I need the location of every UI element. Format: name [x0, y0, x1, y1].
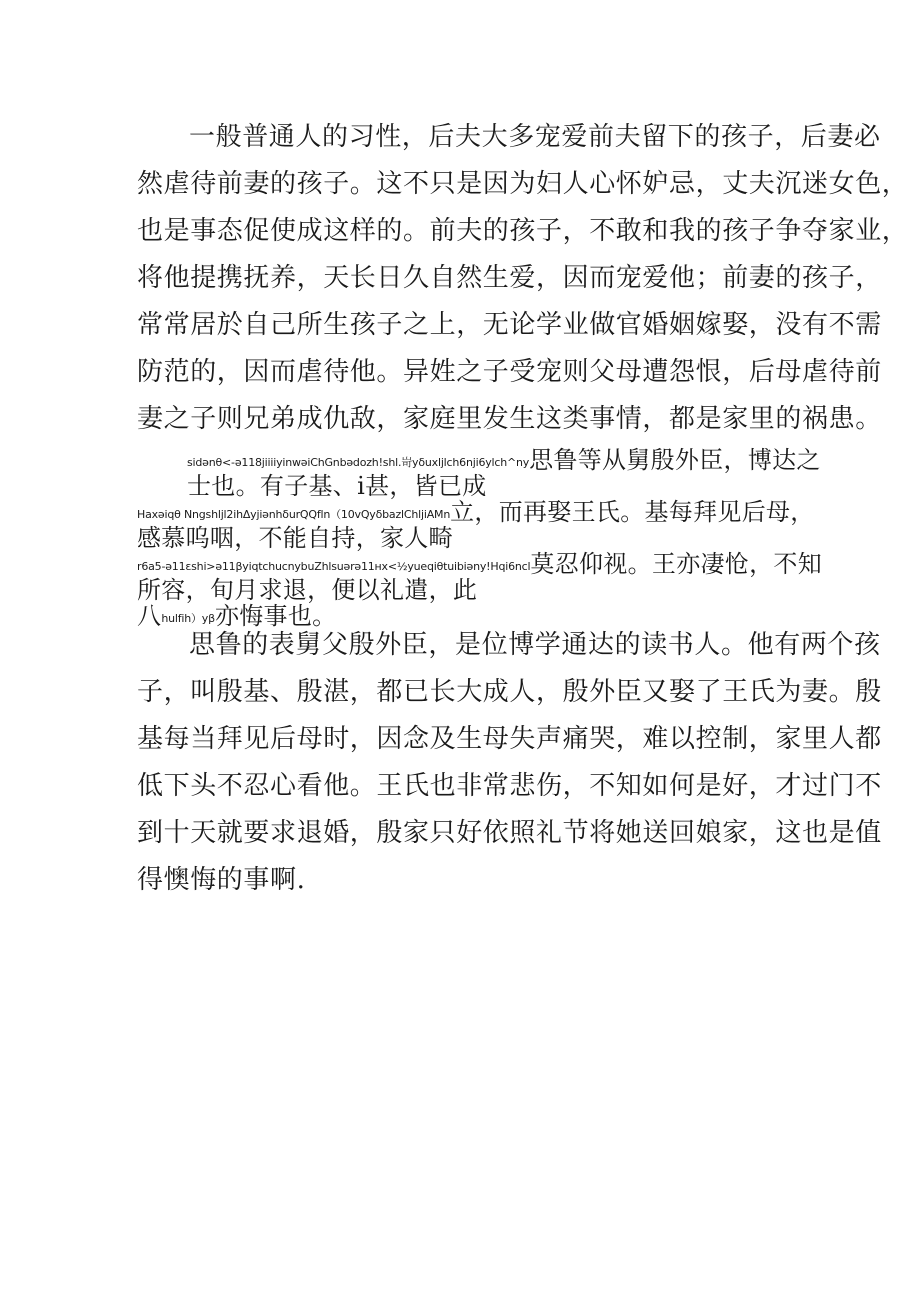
pinyin-garble: r6a5-ǝ11εshi>ǝ11βyiqtchucnybuZhlsuǝrǝ11нх<½yueqiθtuibiǝny!Hqi6ncl	[137, 560, 531, 573]
quote-text: 士也。有子基、i甚，皆已成	[187, 472, 487, 500]
text-line: 防范的，因而虐待他。异姓之子受宠则父母遭怨恨，后母虐待前	[137, 357, 882, 387]
text-line: 低下头不忍心看他。王氏也非常悲伤，不知如何是好，才过门不	[137, 771, 882, 801]
quote-text: 立，而再娶王氏。基每拜见后母，	[450, 498, 815, 526]
text-line: 基每当拜见后母时，因念及生母失声痛哭，难以控制，家里人都	[137, 724, 882, 754]
quote-text: 亦悔事也。	[214, 602, 337, 630]
text-line: 一般普通人的习性，后夫大多宠爱前夫留下的孩子，后妻必	[189, 122, 881, 152]
translation-paragraph-2	[137, 622, 882, 904]
text-line: 也是事态促使成这样的。前夫的孩子，不敢和我的孩子争夺家业，	[137, 216, 909, 246]
text-line: 常常居於自己所生孩子之上，无论学业做官婚姻嫁娶，没有不需	[137, 310, 882, 340]
text-line: 将他提携抚养，天长日久自然生爱，因而宠爱他；前妻的孩子，	[137, 263, 882, 293]
pinyin-garble: sidǝnθ<-ǝ118jiiiiyinwǝiChGnbǝdozh!shl.岢yδuxljlch6nji6ylch^ny	[187, 456, 530, 469]
text-line: 然虐待前妻的孩子。这不只是因为妇人心怀妒忌，丈夫沉迷女色，	[137, 169, 909, 199]
pinyin-garble: Haxǝiqθ Nngshljl2ihΔyjiǝnhδurQQfln（10vQyδbazlChljiAMn	[137, 508, 451, 521]
quote-text: 八	[137, 602, 162, 630]
translation-paragraph-1	[137, 114, 909, 443]
text-line: 得懊悔的事啊.	[137, 865, 306, 895]
quote-text: 莫忍仰视。王亦凄怆，不知	[530, 550, 822, 578]
text-line: 到十天就要求退婚，殷家只好依照礼节将她送回娘家，这也是值	[137, 818, 882, 848]
text-line: 思鲁的表舅父殷外臣，是位博学通达的读书人。他有两个孩	[189, 630, 881, 660]
text-line: 妻之子则兄弟成仇敌，家庭里发生这类事情，都是家里的祸患。	[137, 404, 882, 434]
text-line: 子，叫殷基、殷湛，都已长大成人，殷外臣又娶了王氏为妻。殷	[137, 677, 882, 707]
quote-text: 感慕呜咽，不能自持，家人畸	[137, 524, 453, 552]
pinyin-garble: hulfih）yβ	[161, 612, 215, 625]
quote-text: 所容，旬月求退，便以礼遣，此	[137, 576, 478, 604]
quote-text: 思鲁等从舅殷外臣，博达之	[529, 446, 821, 474]
